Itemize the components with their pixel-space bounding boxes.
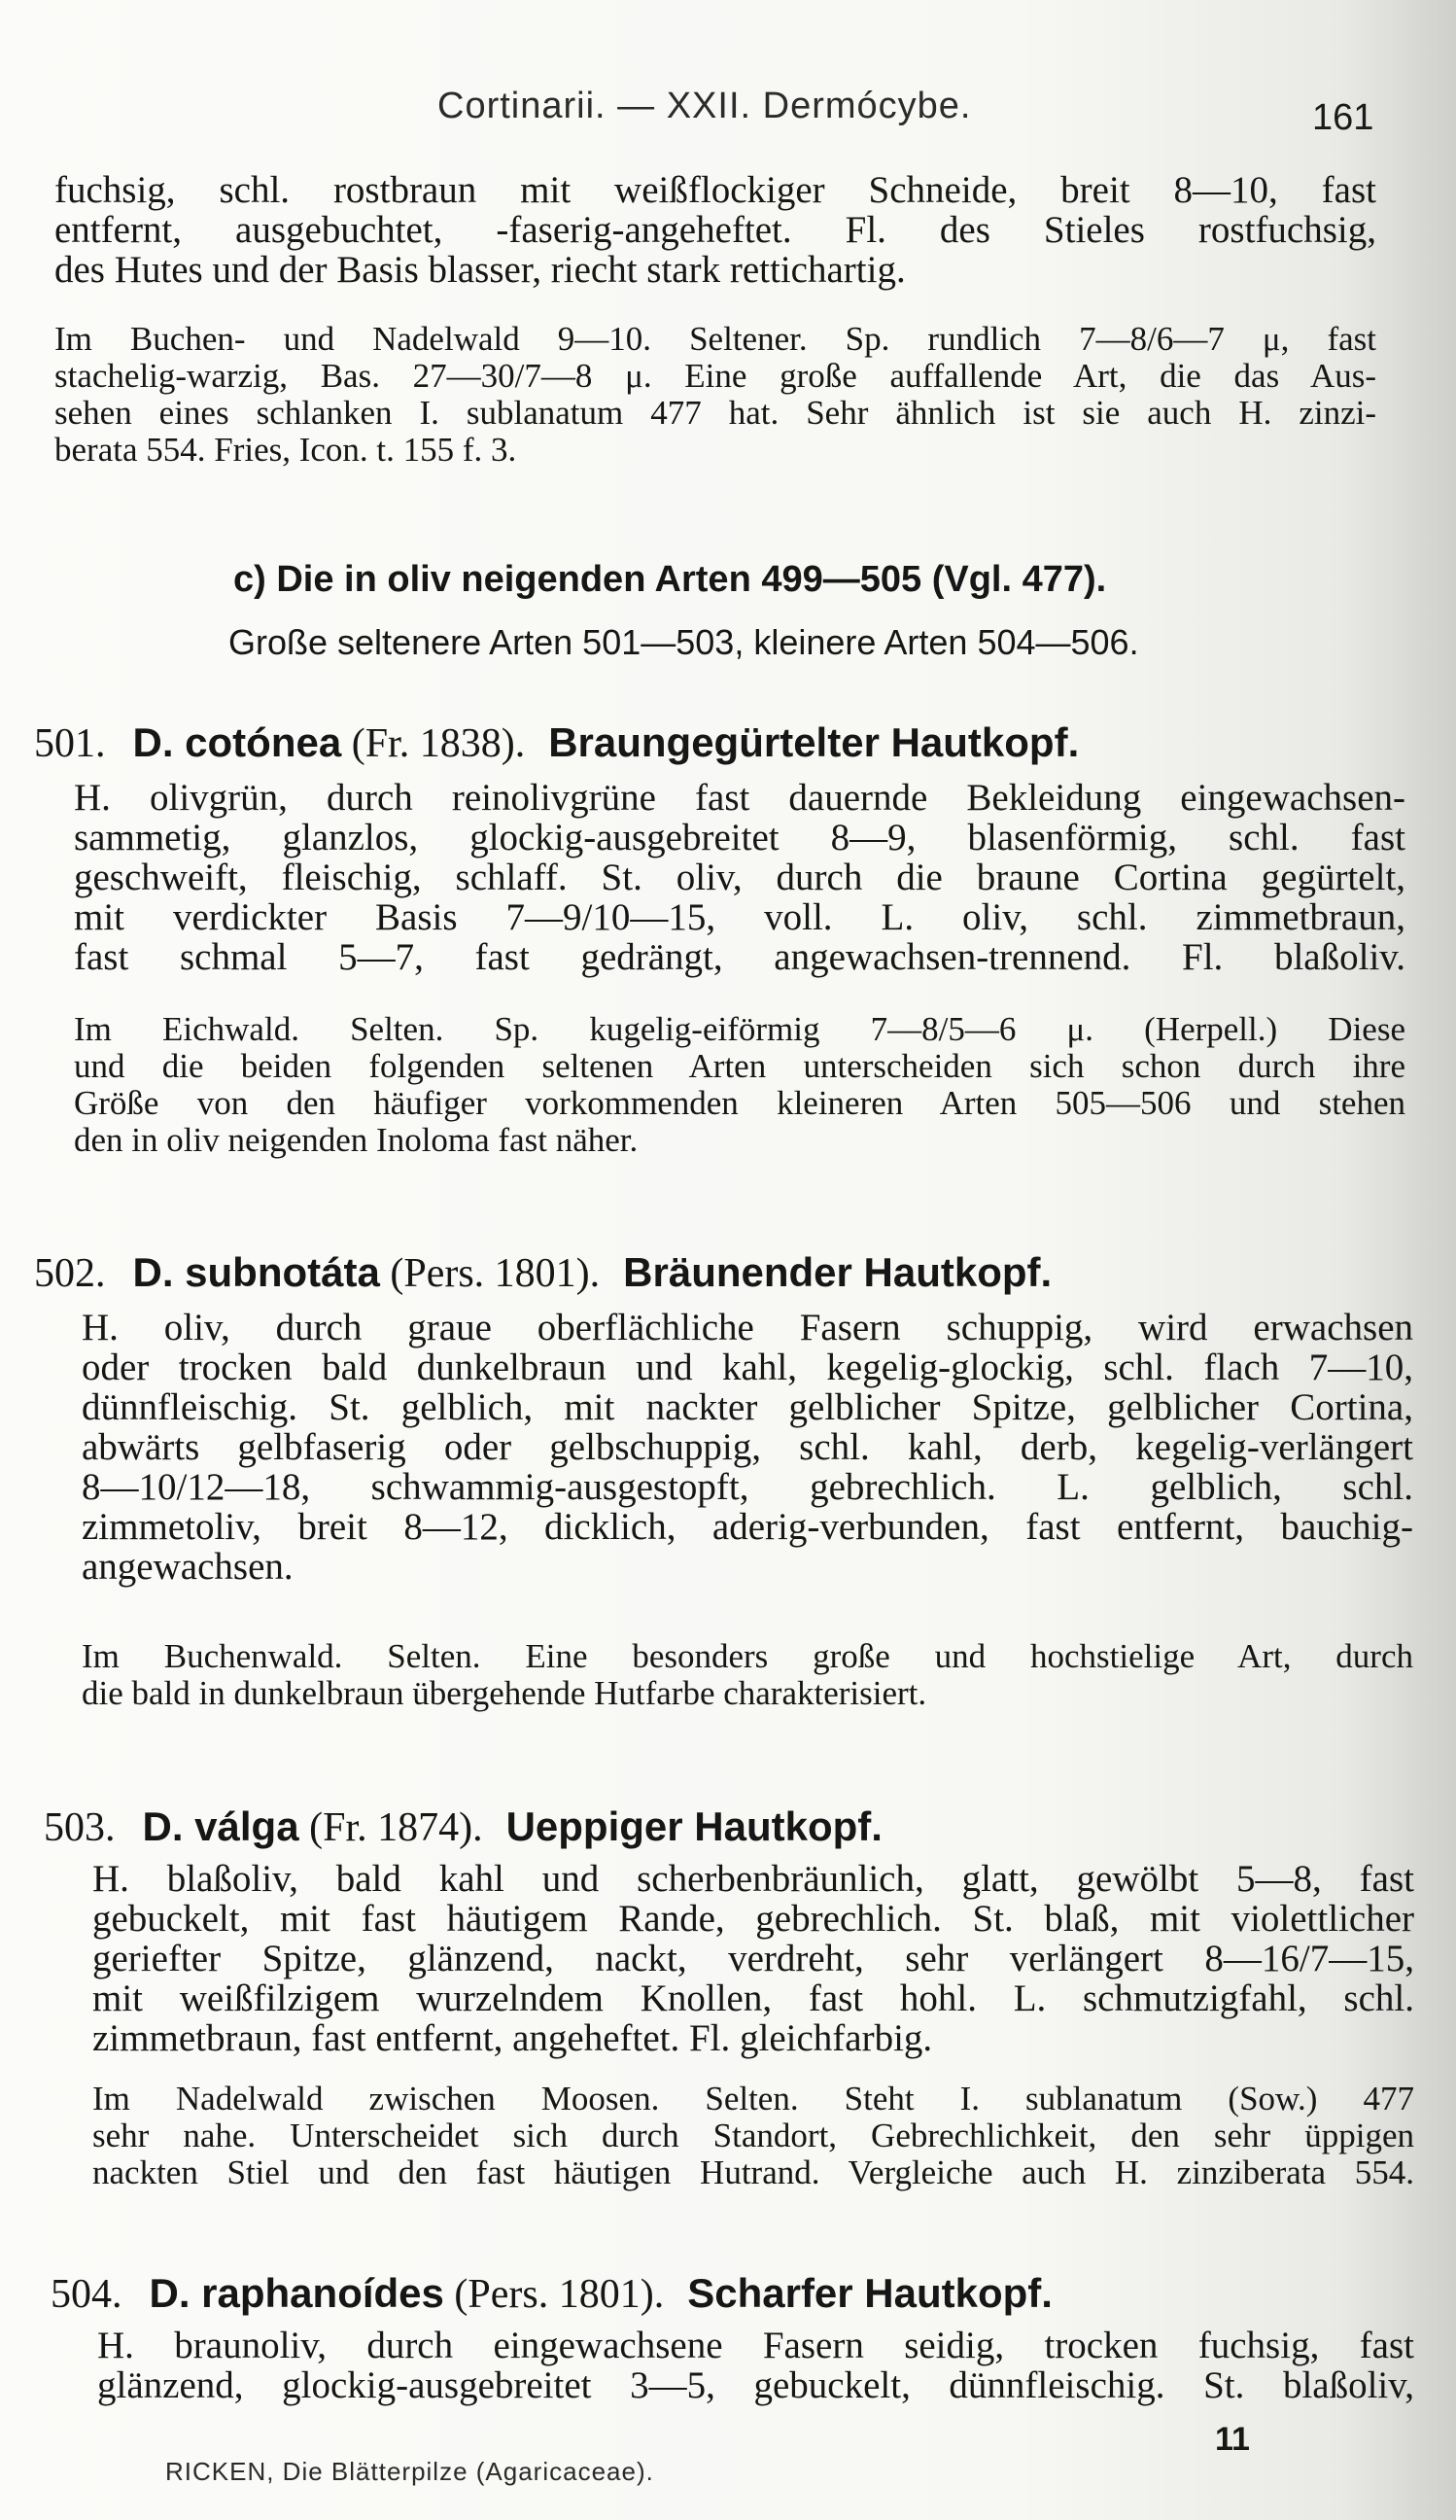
entry-note (74, 1011, 1405, 1159)
entry-number: 504. (51, 2272, 122, 2317)
text-line: zimmetoliv, breit 8—12, dicklich, aderig-verbunden, fast entfernt, bauchig- (82, 1506, 1413, 1548)
text-line: Größe von den häufiger vorkommenden kleineren Arten 505—506 und stehen (74, 1084, 1405, 1122)
text-line: abwärts gelbfaserig oder gelbschuppig, schl. kahl, derb, kegelig-verlängert (82, 1426, 1413, 1468)
entry-note (82, 1638, 1413, 1712)
text-line: H. blaßoliv, bald kahl und scherbenbräunlich, glatt, gewölbt 5—8, fast (92, 1858, 1414, 1900)
species-name: D. válga (142, 1803, 299, 1849)
text-line: angewachsen. (82, 1546, 294, 1588)
common-name: Scharfer Hautkopf. (687, 2270, 1053, 2316)
entry-number: 502. (34, 1251, 106, 1296)
entry-description (82, 1308, 1413, 1587)
text-line: geschweift, fleischig, schlaff. St. oliv, durch die braune Cortina gegürtelt, (74, 857, 1405, 898)
continuation-description (54, 170, 1376, 290)
species-name: D. cotónea (132, 719, 342, 765)
text-line: des Hutes und der Basis blasser, riecht stark rettichartig. (54, 249, 906, 291)
entry-heading (44, 1803, 883, 1851)
text-line: und die beiden folgenden seltenen Arten unterscheiden sich schon durch ihre (74, 1047, 1405, 1085)
text-line: mit weißfilzigem wurzelndem Knollen, fast hohl. L. schmutzigfahl, schl. (92, 1978, 1414, 2019)
text-line: Im Eichwald. Selten. Sp. kugelig-eiförmig 7—8/5—6 μ. (Herpell.) Diese (74, 1010, 1405, 1048)
species-author: (Pers. 1801). (390, 1251, 601, 1296)
entry-heading (34, 1249, 1052, 1297)
section-subheading: Große seltenere Arten 501—503, kleinere Arten 504—506. (228, 622, 1139, 662)
text-line: H. braunoliv, durch eingewachsene Fasern seidig, trocken fuchsig, fast (97, 2325, 1414, 2366)
text-line: Im Buchen- und Nadelwald 9—10. Seltener. Sp. rundlich 7—8/6—7 μ, fast (54, 320, 1376, 358)
text-line: sammetig, glanzlos, glockig-ausgebreitet 8—9, blasenförmig, schl. fast (74, 817, 1405, 858)
text-line: den in oliv neigenden Inoloma fast näher. (74, 1121, 639, 1159)
entry-description (92, 1859, 1414, 2058)
common-name: Bräunender Hautkopf. (623, 1249, 1053, 1295)
text-line: berata 554. Fries, Icon. t. 155 f. 3. (54, 431, 517, 469)
text-line: stachelig-warzig, Bas. 27—30/7—8 μ. Eine große auffallende Art, die das Aus- (54, 357, 1376, 395)
text-line: 8—10/12—18, schwammig-ausgestopft, gebrechlich. L. gelblich, schl. (82, 1466, 1413, 1508)
species-author: (Pers. 1801). (454, 2272, 665, 2317)
text-line: fast schmal 5—7, fast gedrängt, angewachsen-trennend. Fl. blaßoliv. (74, 936, 1405, 978)
text-line: gebuckelt, mit fast häutigem Rande, gebrechlich. St. blaß, mit violettlicher (92, 1898, 1414, 1940)
text-line: sehen eines schlanken I. sublanatum 477 hat. Sehr ähnlich ist sie auch H. zinzi- (54, 394, 1376, 432)
text-line: fuchsig, schl. rostbraun mit weißflockiger Schneide, breit 8—10, fast (54, 169, 1376, 211)
entry-number: 503. (44, 1805, 116, 1850)
entry-note (92, 2081, 1414, 2191)
common-name: Ueppiger Hautkopf. (505, 1803, 883, 1849)
text-line: H. olivgrün, durch reinolivgrüne fast dauernde Bekleidung eingewachsen- (74, 777, 1405, 819)
page-header (0, 86, 1456, 144)
text-line: Im Buchenwald. Selten. Eine besonders große und hochstielige Art, durch (82, 1637, 1413, 1675)
text-line: entfernt, ausgebuchtet, -faserig-angeheftet. Fl. des Stieles rostfuchsig, (54, 209, 1376, 251)
footer-imprint: RICKEN, Die Blätterpilze (Agaricaceae). (165, 2457, 654, 2486)
entry-heading (34, 719, 1079, 767)
page-number: 161 (1312, 97, 1374, 138)
species-name: D. raphanoídes (149, 2270, 444, 2316)
text-line: dünnfleischig. St. gelblich, mit nackter gelblicher Spitze, gelblicher Cortina, (82, 1386, 1413, 1428)
entry-description (74, 778, 1405, 977)
text-line: Im Nadelwald zwischen Moosen. Selten. Steht I. sublanatum (Sow.) 477 (92, 2080, 1414, 2118)
text-line: mit verdickter Basis 7—9/10—15, voll. L. oliv, schl. zimmetbraun, (74, 896, 1405, 938)
sheet-signature: 11 (1215, 2421, 1250, 2458)
text-line: glänzend, glockig-ausgebreitet 3—5, gebuckelt, dünnfleischig. St. blaßoliv, (97, 2364, 1414, 2406)
text-line: die bald in dunkelbraun übergehende Hutfarbe charakterisiert. (82, 1674, 927, 1712)
common-name: Braungegürtelter Hautkopf. (548, 719, 1080, 765)
entry-number: 501. (34, 721, 106, 766)
entry-heading (51, 2270, 1053, 2318)
entry-description (97, 2326, 1414, 2405)
species-author: (Fr. 1838). (351, 721, 526, 766)
text-line: zimmetbraun, fast entfernt, angeheftet. Fl. gleichfarbig. (92, 2017, 933, 2059)
text-line: H. oliv, durch graue oberflächliche Fasern schuppig, wird erwachsen (82, 1307, 1413, 1348)
text-line: sehr nahe. Unterscheidet sich durch Standort, Gebrechlichkeit, den sehr üppigen (92, 2117, 1414, 2154)
running-head: Cortinarii. — XXII. Dermócybe. (437, 86, 972, 126)
text-line: geriefter Spitze, glänzend, nackt, verdreht, sehr verlängert 8—16/7—15, (92, 1938, 1414, 1979)
text-line: oder trocken bald dunkelbraun und kahl, kegelig-glockig, schl. flach 7—10, (82, 1347, 1413, 1388)
species-author: (Fr. 1874). (309, 1805, 483, 1850)
continuation-note (54, 321, 1376, 469)
section-heading: c) Die in oliv neigenden Arten 499—505 (Vgl. 477). (233, 559, 1107, 600)
text-line: nackten Stiel und den fast häutigen Hutrand. Vergleiche auch H. zinziberata 554. (92, 2153, 1414, 2191)
species-name: D. subnotáta (132, 1249, 380, 1295)
